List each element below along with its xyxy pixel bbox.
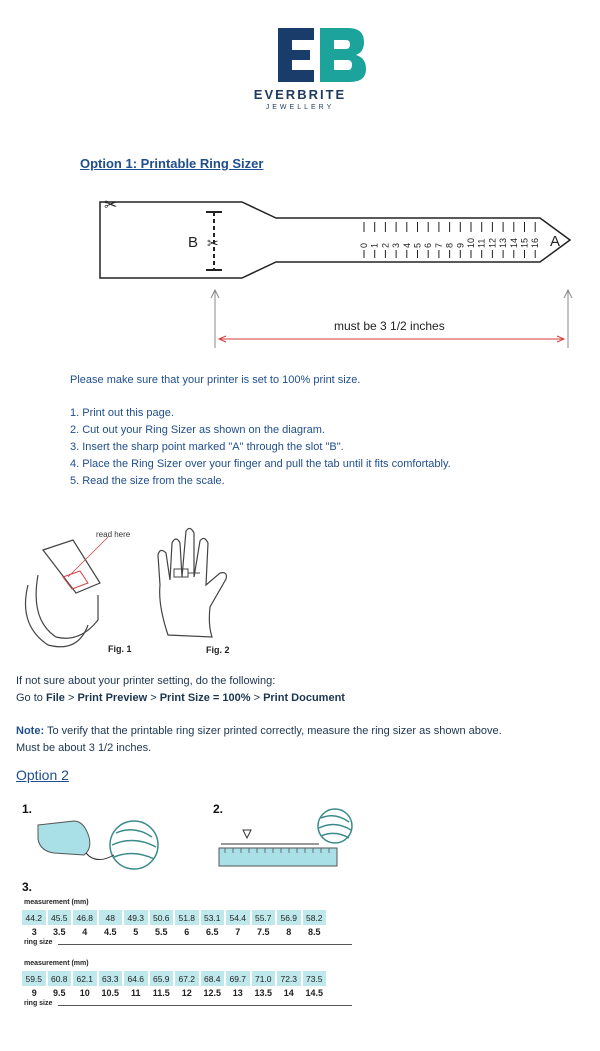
scale-label: 11	[476, 238, 487, 248]
measurement-cell: 64.6	[123, 971, 149, 986]
measurement-cell: 44.2	[22, 910, 47, 925]
ring-size-cell: 7	[235, 927, 241, 937]
table2-ring-size-line	[58, 1005, 352, 1006]
scale-label: 10	[466, 237, 476, 248]
scissors-icon-slot: ✂	[207, 235, 219, 251]
go-to-text: Go to	[16, 692, 46, 704]
ring-size-cell: 10.5	[101, 988, 120, 998]
print-preview-menu: Print Preview	[77, 692, 148, 704]
scale-label: 2	[380, 242, 391, 248]
option2-step2-illustration	[215, 808, 360, 870]
fig1-label: Fig. 1	[108, 644, 132, 654]
measurement-cell: 67.2	[174, 971, 200, 986]
step-5: 5. Read the size from the scale.	[70, 475, 225, 487]
ring-size-cell: 14	[283, 988, 294, 998]
figure-2-hand	[148, 525, 248, 660]
ring-size-cell: 6.5	[205, 927, 219, 937]
printer-help-line1: If not sure about your printer setting, do the following:	[16, 675, 276, 687]
scale-label: 9	[455, 242, 466, 248]
ring-size-cell: 11.5	[152, 988, 170, 998]
read-here-label: read here	[96, 530, 131, 539]
label-b: B	[188, 234, 199, 251]
table1-measurement-label: measurement (mm)	[24, 899, 89, 906]
measurement-cell: 71.0	[251, 971, 277, 986]
scale-label: 8	[444, 242, 455, 248]
file-menu: File	[45, 692, 65, 704]
ring-size-cell: 3.5	[52, 927, 66, 937]
figure-1-ring-on-finger	[18, 525, 138, 660]
measurement-cell: 68.4	[200, 971, 226, 986]
option2-step1-illustration	[34, 815, 164, 873]
note-line2: Must be about 3 1/2 inches.	[16, 742, 152, 754]
ring-size-cell: 12	[181, 988, 192, 998]
ring-size-cell: 4	[82, 927, 88, 937]
fig2-label: Fig. 2	[206, 645, 230, 655]
scale-label: 5	[412, 242, 423, 248]
table2-size-row	[22, 986, 327, 1000]
measurement-cell: 60.8	[47, 971, 73, 986]
measurement-cell: 63.3	[98, 971, 124, 986]
ring-size-cell: 9	[31, 988, 37, 998]
label-a: A	[550, 233, 561, 250]
ring-size-cell: 12.5	[203, 988, 222, 998]
measurement-cell: 49.3	[123, 910, 149, 925]
measurement-cell: 69.7	[225, 971, 251, 986]
ring-size-cell: 8.5	[307, 927, 321, 937]
measurement-cell: 53.1	[200, 910, 226, 925]
table2-measurement-label: measurement (mm)	[24, 960, 89, 967]
step-1: 1. Print out this page.	[70, 407, 174, 419]
brand-subtitle: JEWELLERY	[265, 104, 335, 111]
note-text: To verify that the printable ring sizer printed correctly, measure the ring sizer as shown above.	[44, 725, 502, 737]
measurement-cell: 73.5	[302, 971, 328, 986]
option2-step3-label: 3.	[22, 880, 33, 894]
measurement-cell: 58.2	[302, 910, 328, 925]
ring-size-cell: 8	[286, 927, 292, 937]
table1-measurement-row	[22, 910, 327, 925]
scale-label: 15	[519, 237, 530, 248]
scale-label: 14	[508, 237, 519, 248]
ring-size-cell: 14.5	[305, 988, 324, 998]
note-label: Note:	[16, 725, 45, 737]
ring-sizer-diagram	[90, 190, 580, 350]
ring-size-cell: 5.5	[154, 927, 168, 937]
ring-size-cell: 10	[79, 988, 90, 998]
scale-label: 0	[359, 242, 369, 248]
print-size-setting: Print Size = 100%	[159, 692, 251, 704]
scissors-icon-top: ✂	[104, 197, 118, 214]
ring-size-table-1	[22, 910, 328, 939]
table1-ring-size-label: ring size	[24, 939, 53, 946]
everbrite-logo	[270, 26, 370, 86]
option2-title: Option 2	[16, 767, 69, 783]
table2-ring-size-label: ring size	[24, 1000, 53, 1007]
measurement-cell: 50.6	[149, 910, 175, 925]
measurement-cell: 46.8	[72, 910, 98, 925]
scale-label: 6	[423, 242, 434, 248]
ring-size-cell: 6	[184, 927, 190, 937]
ring-size-cell: 7.5	[256, 927, 270, 937]
sizer-scale	[359, 222, 540, 258]
measurement-cell: 54.4	[225, 910, 251, 925]
ring-size-table-2	[22, 971, 328, 1000]
print-document-menu: Print Document	[263, 692, 345, 704]
scale-label: 3	[391, 242, 402, 248]
measurement-cell: 48	[98, 910, 124, 925]
step-2: 2. Cut out your Ring Sizer as shown on the diagram.	[70, 424, 325, 436]
scale-label: 13	[498, 237, 509, 248]
scale-label: 12	[487, 237, 498, 248]
ring-size-cell: 5	[133, 927, 139, 937]
step-4: 4. Place the Ring Sizer over your finger and pull the tab until it fits comfortably.	[70, 458, 451, 470]
logo-letter-e	[278, 28, 314, 82]
scale-label: 16	[530, 237, 541, 248]
table1-ring-size-line	[58, 944, 352, 945]
scale-label: 1	[369, 242, 380, 248]
ring-size-cell: 13.5	[254, 988, 273, 998]
scale-label: 4	[401, 242, 412, 248]
measurement-cell: 56.9	[276, 910, 302, 925]
measurement-cell: 51.8	[174, 910, 200, 925]
scale-label: 7	[433, 242, 444, 248]
printer-help-line2: Go to File > Print Preview > Print Size = 100% > Print Document	[16, 692, 345, 704]
ring-size-cell: 4.5	[103, 927, 117, 937]
measurement-cell: 62.1	[72, 971, 98, 986]
measurement-cell: 65.9	[149, 971, 175, 986]
option2-step1-label: 1.	[22, 802, 33, 816]
logo-letter-b	[320, 28, 366, 82]
option1-title: Option 1: Printable Ring Sizer	[80, 156, 264, 171]
table2-measurement-row	[22, 971, 327, 986]
measure-label: must be 3 1/2 inches	[334, 319, 445, 333]
measurement-cell: 72.3	[276, 971, 302, 986]
ring-size-cell: 3	[31, 927, 37, 937]
table1-size-row	[22, 925, 327, 939]
ring-size-cell: 11	[130, 988, 141, 998]
step-3: 3. Insert the sharp point marked "A" through the slot "B".	[70, 441, 344, 453]
measurement-cell: 45.5	[47, 910, 73, 925]
printer-note: Please make sure that your printer is set to 100% print size.	[70, 374, 361, 386]
ring-size-cell: 13	[232, 988, 243, 998]
measurement-cell: 59.5	[22, 971, 47, 986]
ring-size-cell: 9.5	[52, 988, 66, 998]
measurement-cell: 55.7	[251, 910, 277, 925]
brand-name: EVERBRITE	[253, 87, 347, 102]
option2-step2-label: 2.	[213, 802, 224, 816]
note	[16, 723, 502, 740]
